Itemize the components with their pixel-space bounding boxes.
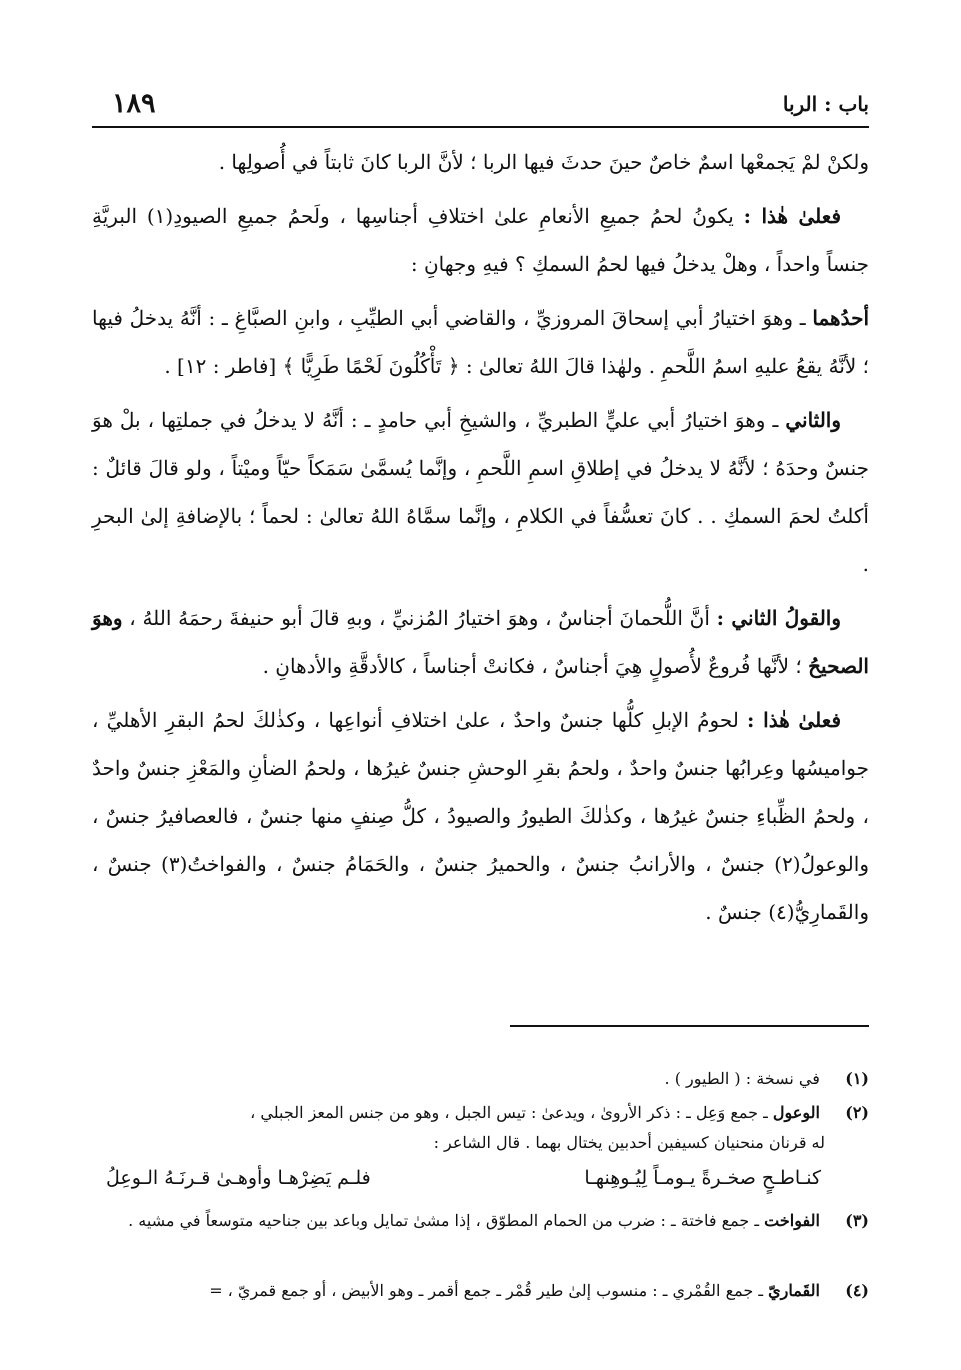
paragraph-lead: فعلىٰ هٰذا : (747, 708, 842, 732)
paragraph-text: لحومُ الإبلِ كلُّها جنسٌ واحدٌ ، علىٰ اختلافِ أنواعِها ، وكذٰلكَ لحمُ البقرِ الأهليِّ ، جواميسُها وعِرابُها جنسٌ واحدٌ ، ولحمُ بقرِ الوحشِ جنسٌ غيرُها ، ولحمُ الضأنِ والمَعْزِ جنسٌ واحدٌ ، ولحمُ الظِّباءِ جنسٌ غيرُها ، وكذٰلكَ الطيورُ والصيودُ ، كلُّ صِنفٍ منها جنسٌ ، فالعصافيرُ جنسٌ ، والوعولُ(٢) جنسٌ ، والأرانبُ جنسٌ ، والحميرُ جنسٌ ، والحَمَامُ جنسٌ ، والفواختُ(٣) جنسٌ ، والقَمارِيُّ(٤) جنسٌ . (92, 708, 869, 924)
poetry-verse (92, 1167, 869, 1201)
verse-second-hemistich: فلـم يَضِرْهـا وأوهـىٰ قـرنَـهُ الـوعِلُ (106, 1167, 371, 1189)
footnote-4 (92, 1276, 869, 1306)
paragraph-text: ـ وهوَ اختيارُ أبي إسحاقَ المروزيِّ ، والقاضي أبي الطيِّبِ ، وابنِ الصبَّاغِ ـ : أنَّهُ يدخلُ فيها ؛ لأنَّهُ يقعُ عليهِ اسمُ اللَّحمِ . ولهٰذا قالَ اللهُ تعالىٰ : ﴿ تَأْكُلُونَ لَحْمًا طَرِيًّا ﴾ [فاطر : ١٢] . (92, 306, 869, 378)
paragraph-first-view (92, 192, 869, 288)
paragraph-lead: والثاني (785, 408, 842, 432)
paragraph-option-one (92, 294, 869, 390)
paragraph-consequence (92, 696, 869, 936)
paragraph-lead: أحدُهما (812, 306, 870, 330)
paragraph-lead: فعلىٰ هٰذا : (743, 204, 842, 228)
paragraph-text: ـ وهوَ اختيارُ أبي عليٍّ الطبريِّ ، والشيخِ أبي حامدٍ ـ : أنَّهُ لا يدخلُ في جملتِها ، بلْ هوَ جنسٌ وحدَهُ ؛ لأنَّهُ لا يدخلُ في إطلاقِ اسمِ اللَّحمِ ، وإنَّما يُسمَّىٰ سَمَكاً حيّاً وميْتاً ، ولو قالَ قائلٌ : أكلتُ لحمَ السمكِ . . كانَ تعسُّفاً في الكلامِ ، وإنَّما سمَّاهُ اللهُ تعالىٰ : لحماً ؛ بالإضافةِ إلىٰ البحرِ . (92, 408, 869, 576)
paragraph-lead: والقولُ الثاني : (716, 606, 842, 630)
footnote-text: ـ جمع وَعِل ـ : ذكر الأروىٰ ، ويدعىٰ : تيس الجبل ، وهو من جنس المعز الجبلي ، (250, 1103, 768, 1122)
footnote-number: (١) (845, 1069, 869, 1088)
footnote-text: في نسخة : ( الطيور ) . (664, 1069, 820, 1088)
paragraph-emphasis: وهوَ الصحيحُ (92, 606, 869, 678)
footnote-headword: القَماريّ (768, 1281, 820, 1300)
page-number: ١٨٩ (112, 88, 156, 119)
footnote-continuation: له قرنان منحنيان كسيفين أحدبين يختال بهما . قال الشاعر : (433, 1133, 825, 1152)
chapter-title: باب : الربا (782, 92, 869, 116)
paragraph-text: ولكنْ لمْ يَجمعْها اسمٌ خاصٌ حينَ حدثَ فيها الربا ؛ لأنَّ الربا كانَ ثابتاً في أُصولِها . (218, 150, 869, 174)
footnote-2 (92, 1098, 869, 1158)
paragraph-text: يكونُ لحمُ جميعِ الأنعامِ علىٰ اختلافِ أجناسِها ، ولَحمُ جميعِ الصيودِ(١) البريَّةِ جنساً واحداً ، وهلْ يدخلُ فيها لحمُ السمكِ ؟ فيهِ وجهانِ : (92, 204, 869, 276)
footnote-number: (٣) (845, 1211, 869, 1230)
footnote-headword: الوعول (772, 1103, 820, 1122)
footnote-separator (510, 1025, 869, 1027)
footnote-text: ـ جمع القُمْري ـ : منسوب إلىٰ طير قُمْر ـ جمع أقمر ـ وهو الأبيض ، أو جمع قمريّ ، = (209, 1281, 764, 1300)
paragraph-second-view (92, 594, 869, 690)
paragraph-text: ؛ لأنَّها فُروعٌ لأُصولٍ هِيَ أجناسٌ ، فكانتْ أجناساً ، كالأدقَّةِ والأدهانِ . (262, 654, 802, 678)
paragraph-text: أنَّ اللُّحمانَ أجناسٌ ، وهوَ اختيارُ المُزنيِّ ، وبهِ قالَ أبو حنيفةَ رحمَهُ اللهُ ، (129, 606, 710, 630)
footnote-number: (٢) (845, 1103, 869, 1122)
verse-first-hemistich: كنـاطـحٍ صخـرةً يـومـاً لِيُـوهِنهـا (584, 1167, 821, 1189)
paragraph-intro (92, 138, 869, 186)
footnote-number: (٤) (845, 1281, 869, 1300)
footnote-1 (92, 1064, 869, 1094)
paragraph-option-two (92, 396, 869, 588)
main-text (92, 138, 869, 942)
page-header (92, 88, 869, 128)
footnote-text: ـ جمع فاختة ـ : ضرب من الحمام المطوّق ، إذا مشىٰ تمايل وباعد بين جناحيه متوسعاً في مشيه . (128, 1211, 760, 1230)
footnote-headword: الفواخت (764, 1211, 820, 1230)
footnote-3 (92, 1206, 869, 1236)
